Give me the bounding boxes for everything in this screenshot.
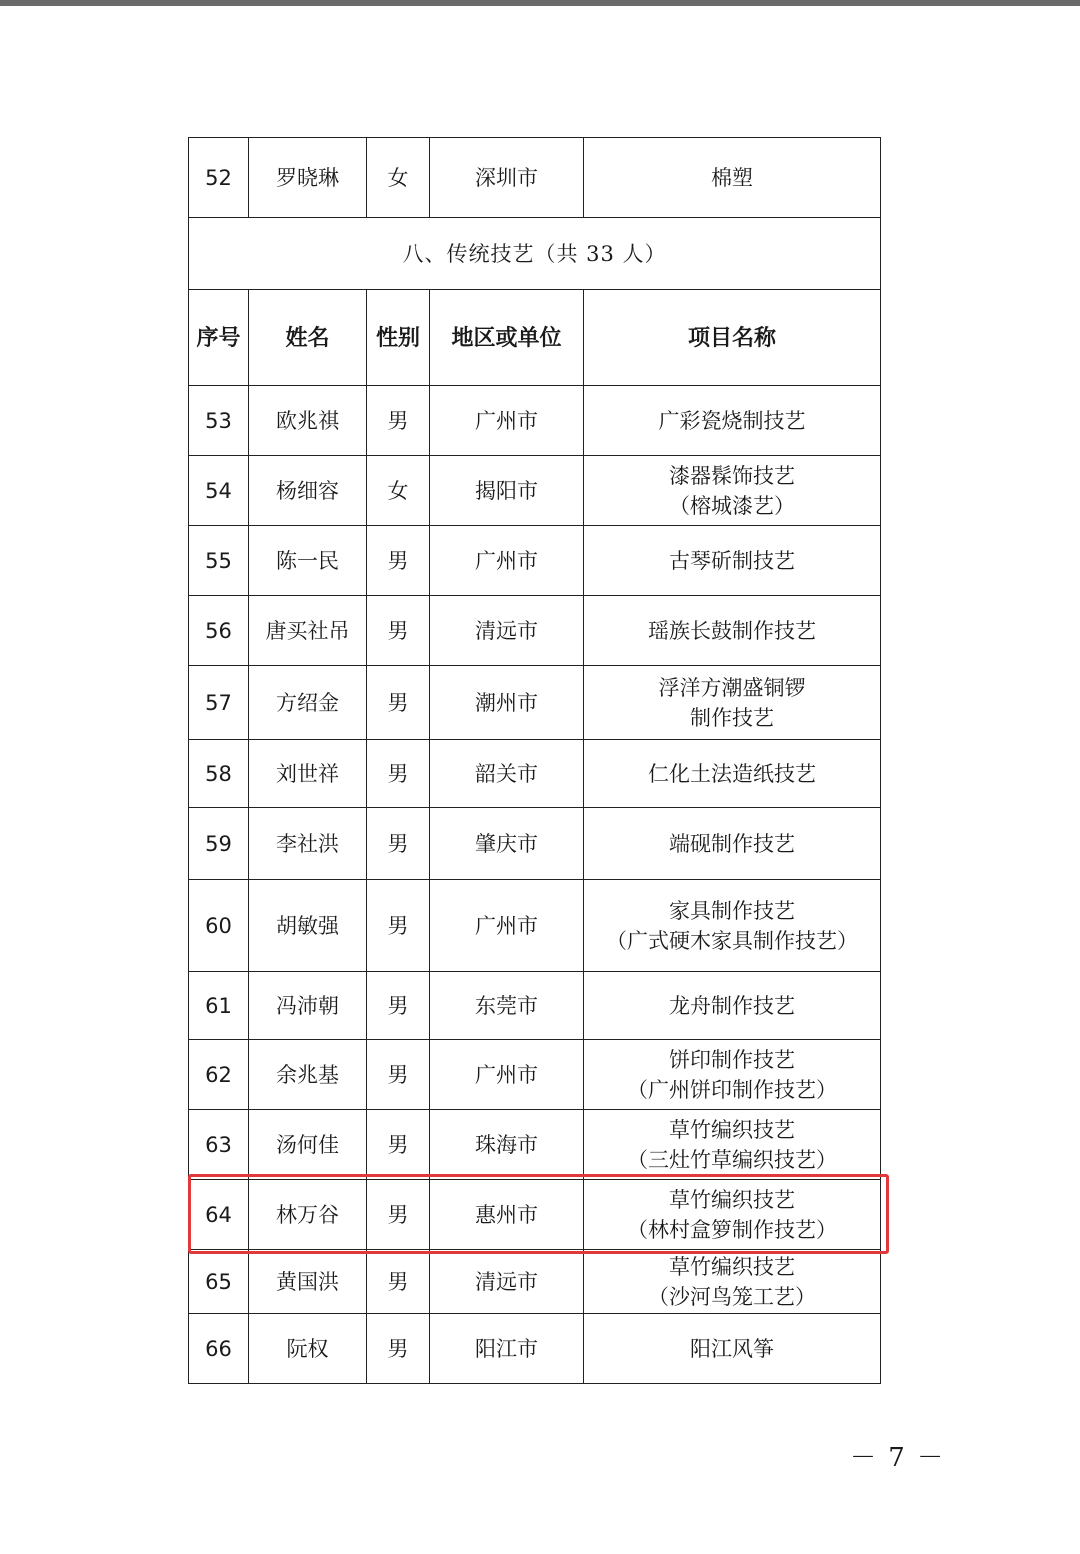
region: 珠海市: [430, 1110, 584, 1180]
inheritor-name: 阮权: [249, 1314, 367, 1384]
header-gender: 性别: [367, 290, 430, 386]
row-number: 66: [189, 1314, 249, 1384]
inheritor-name: 冯沛朝: [249, 972, 367, 1040]
page-number: － 7 －: [850, 1443, 946, 1473]
gender: 男: [367, 1180, 430, 1250]
table-row: [189, 456, 881, 526]
inheritor-name: 余兆基: [249, 1040, 367, 1110]
project-name-line: 草竹编织技艺: [669, 1254, 795, 1279]
row-number: 65: [189, 1250, 249, 1314]
project-name: [584, 386, 881, 456]
project-name-line: 草竹编织技艺: [669, 1117, 795, 1142]
row-number: 63: [189, 1110, 249, 1180]
scan-top-edge: [0, 0, 1080, 6]
project-name-line: 古琴斫制技艺: [669, 548, 795, 573]
gender: 男: [367, 526, 430, 596]
region: 广州市: [430, 526, 584, 596]
project-name-line: 龙舟制作技艺: [669, 993, 795, 1018]
project-name-line: 制作技艺: [690, 705, 774, 730]
gender: 男: [367, 1110, 430, 1180]
project-name: [584, 808, 881, 880]
region: 广州市: [430, 386, 584, 456]
table-row: [189, 138, 881, 218]
table-row: [189, 972, 881, 1040]
row-number: 59: [189, 808, 249, 880]
header-project: 项目名称: [584, 290, 881, 386]
inheritor-name: 杨细容: [249, 456, 367, 526]
row-number: 56: [189, 596, 249, 666]
region: 韶关市: [430, 740, 584, 808]
table-row: [189, 740, 881, 808]
inheritor-name: 汤何佳: [249, 1110, 367, 1180]
row-number: 52: [189, 138, 249, 218]
project-name-line: 草竹编织技艺: [669, 1187, 795, 1212]
inheritor-table: [188, 137, 881, 1384]
region: 深圳市: [430, 138, 584, 218]
inheritor-name: 刘世祥: [249, 740, 367, 808]
table-row: [189, 1040, 881, 1110]
project-name-line: （三灶竹草编织技艺）: [627, 1147, 837, 1172]
row-number: 60: [189, 880, 249, 972]
region: 阳江市: [430, 1314, 584, 1384]
project-name: [584, 1250, 881, 1314]
header-region: 地区或单位: [430, 290, 584, 386]
gender: 男: [367, 666, 430, 740]
project-name-line: 浮洋方潮盛铜锣: [658, 675, 806, 700]
project-name: [584, 740, 881, 808]
project-name-line: （广式硬木家具制作技艺）: [606, 928, 858, 953]
row-number: 61: [189, 972, 249, 1040]
row-number: 53: [189, 386, 249, 456]
project-name: [584, 1110, 881, 1180]
region: 惠州市: [430, 1180, 584, 1250]
region: 东莞市: [430, 972, 584, 1040]
inheritor-name: 方绍金: [249, 666, 367, 740]
table-row: [189, 1180, 881, 1250]
region: 清远市: [430, 1250, 584, 1314]
inheritor-name: 罗晓琳: [249, 138, 367, 218]
project-name-line: 仁化土法造纸技艺: [648, 761, 816, 786]
project-name-line: 端砚制作技艺: [669, 831, 795, 856]
table-row: [189, 1250, 881, 1314]
row-number: 57: [189, 666, 249, 740]
table-row: [189, 666, 881, 740]
table-row: [189, 596, 881, 666]
gender: 男: [367, 740, 430, 808]
project-name-line: 家具制作技艺: [669, 898, 795, 923]
gender: 男: [367, 880, 430, 972]
header-row: [189, 290, 881, 386]
project-name-line: （沙河鸟笼工艺）: [648, 1284, 816, 1309]
project-name-line: （榕城漆艺）: [669, 493, 795, 518]
project-name: [584, 596, 881, 666]
project-name: [584, 880, 881, 972]
row-number: 62: [189, 1040, 249, 1110]
table-row: [189, 526, 881, 596]
row-number: 54: [189, 456, 249, 526]
table-row: [189, 386, 881, 456]
region: 广州市: [430, 880, 584, 972]
gender: 男: [367, 596, 430, 666]
project-name-line: 饼印制作技艺: [669, 1047, 795, 1072]
inheritor-name: 黄国洪: [249, 1250, 367, 1314]
project-name-line: 漆器髹饰技艺: [669, 463, 795, 488]
inheritor-name: 林万谷: [249, 1180, 367, 1250]
gender: 女: [367, 138, 430, 218]
gender: 男: [367, 808, 430, 880]
inheritor-name: 欧兆祺: [249, 386, 367, 456]
gender: 男: [367, 1040, 430, 1110]
row-number: 55: [189, 526, 249, 596]
project-name-line: 广彩瓷烧制技艺: [658, 408, 806, 433]
region: 广州市: [430, 1040, 584, 1110]
region: 清远市: [430, 596, 584, 666]
project-name: [584, 1180, 881, 1250]
region: 潮州市: [430, 666, 584, 740]
header-number: 序号: [189, 290, 249, 386]
project-name: [584, 1040, 881, 1110]
section-row: [189, 218, 881, 290]
project-name: [584, 666, 881, 740]
project-name-line: （广州饼印制作技艺）: [627, 1077, 837, 1102]
region: 揭阳市: [430, 456, 584, 526]
project-name-line: 瑶族长鼓制作技艺: [648, 618, 816, 643]
inheritor-name: 胡敏强: [249, 880, 367, 972]
project-name-line: （林村盒箩制作技艺）: [627, 1217, 837, 1242]
project-name: 棉塑: [584, 138, 881, 218]
gender: 男: [367, 972, 430, 1040]
inheritor-name: 陈一民: [249, 526, 367, 596]
gender: 男: [367, 386, 430, 456]
inheritor-name: 唐买社吊: [249, 596, 367, 666]
table-row: [189, 1314, 881, 1384]
table-row: [189, 1110, 881, 1180]
project-name: [584, 526, 881, 596]
section-title: 八、传统技艺（共 33 人）: [189, 218, 881, 290]
row-number: 58: [189, 740, 249, 808]
project-name-line: 阳江风筝: [690, 1336, 774, 1361]
table-row: [189, 880, 881, 972]
inheritor-name: 李社洪: [249, 808, 367, 880]
project-name: [584, 1314, 881, 1384]
header-name: 姓名: [249, 290, 367, 386]
gender: 男: [367, 1250, 430, 1314]
gender: 女: [367, 456, 430, 526]
project-name: [584, 456, 881, 526]
project-name: [584, 972, 881, 1040]
table-row: [189, 808, 881, 880]
region: 肇庆市: [430, 808, 584, 880]
row-number: 64: [189, 1180, 249, 1250]
gender: 男: [367, 1314, 430, 1384]
